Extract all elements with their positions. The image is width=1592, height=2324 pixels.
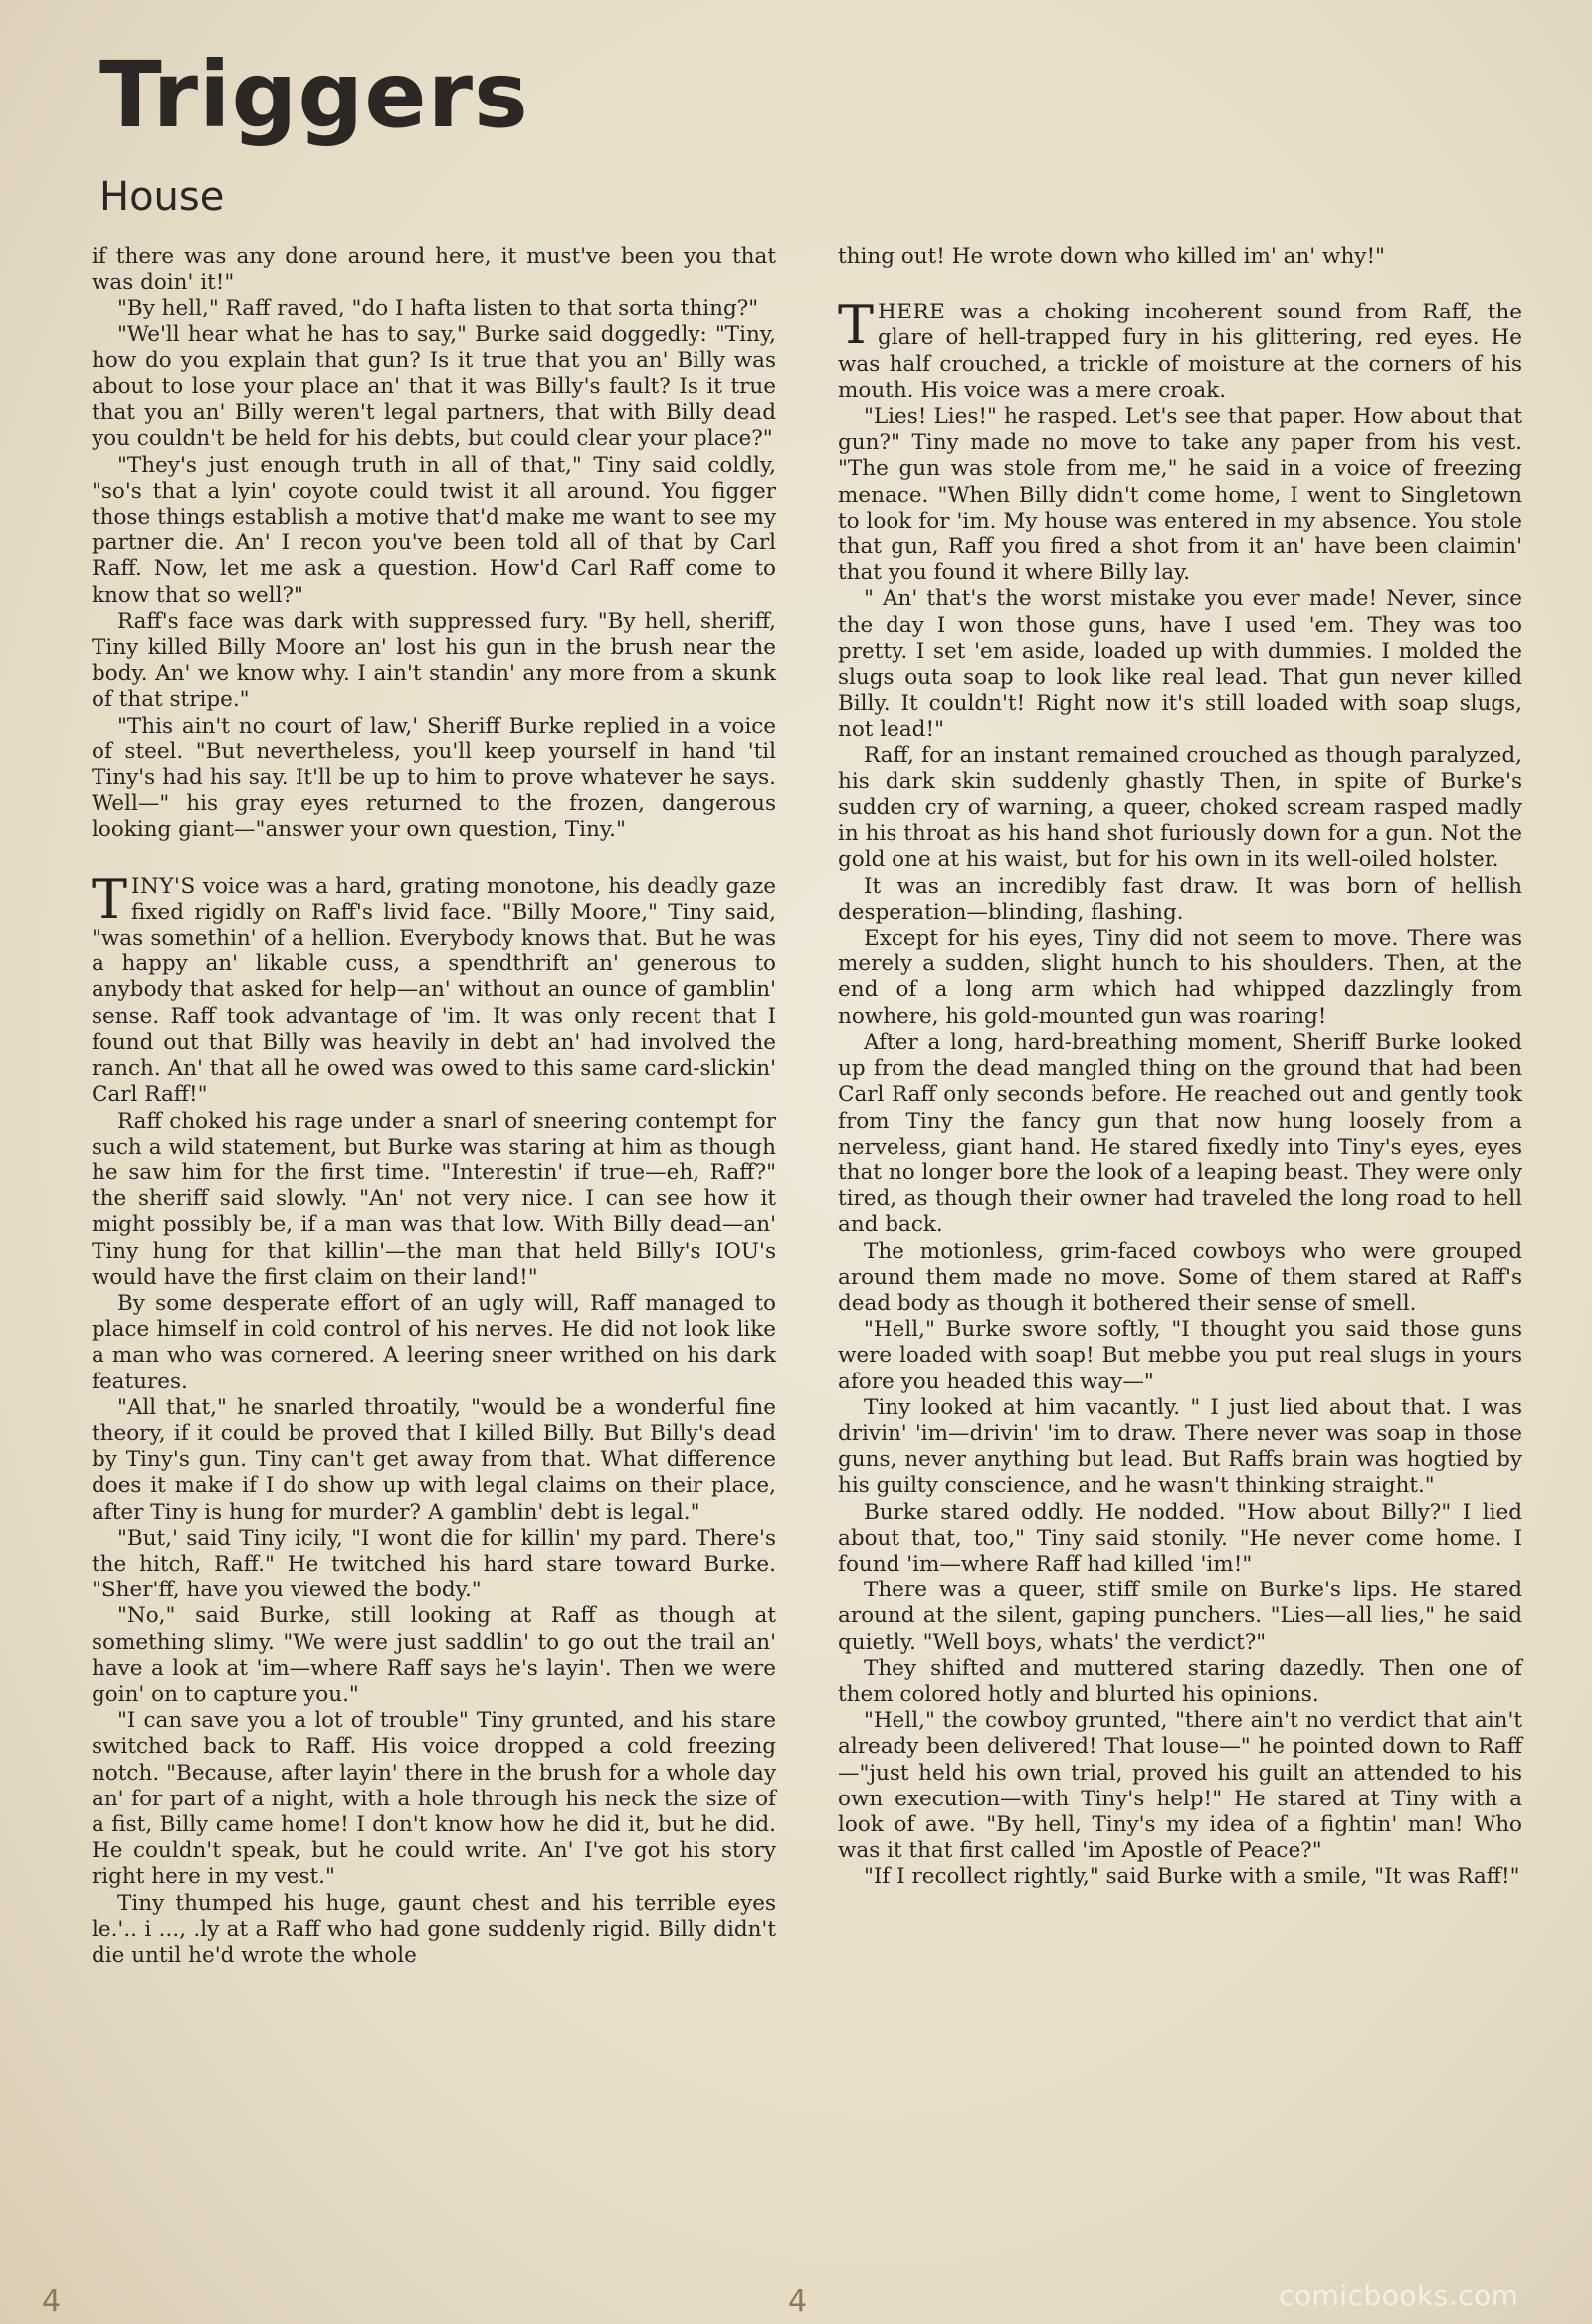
paragraph: "We'll hear what he has to say," Burke said doggedly: "Tiny, how do you explain that gun? Is it true that you an' Billy was about to lose your place an' that it was Billy's fault? Is it true that you an' Billy weren't legal partners, that with Billy dead you couldn't be held for his debts, but could clear your place?" [92, 321, 776, 452]
paragraph: Burke stared oddly. He nodded. "How about Billy?" I lied about that, too," Tiny said stonily. "He never come home. I found 'im—where Raff had killed 'im!" [838, 1499, 1522, 1577]
paragraph-text: was a choking incoherent sound from Raff, the glare of hell-trapped fury in his glittering, red eyes. He was half crouched, a trickle of moisture at the corners of his mouth. His voice was a mere croak. [838, 300, 1522, 403]
paragraph: Tiny thumped his huge, gaunt chest and his terrible eyes le.'.. i ..., .ly at a Raff who had gone suddenly rigid. Billy didn't die until he'd wrote the whole [92, 1890, 776, 1968]
paragraph: "Lies! Lies!" he rasped. Let's see that paper. How about that gun?" Tiny made no move to take any paper from his vest. "The gun was stole from me," he said in a voice of freezing menace. "When Billy didn't come home, I went to Singletown to look for 'im. My house was entered in my absence. You stole that gun, Raff you fired a shot from it an' have been claimin' that you found it where Billy lay. [838, 404, 1522, 586]
paragraph: "If I recollect rightly," said Burke with a smile, "It was Raff!" [864, 1864, 1520, 1890]
paragraph [838, 294, 1522, 404]
paragraph [92, 867, 776, 1109]
paragraph: "No," said Burke, still looking at Raff as though at something slimy. "We were just saddlin' to go out the trail an' have a look at 'im—where Raff says he's layin'. Then we were goin' on to capture you." [92, 1603, 776, 1707]
paragraph: After a long, hard-breathing moment, Sheriff Burke looked up from the dead mangled thing on the ground that had been Carl Raff only seconds before. He reached out and gently took from Tiny the fancy gun that now hung loosely from a nerveless, giant hand. He stared fixedly into Tiny's eyes, eyes that no longer bore the look of a leaping beast. They were only tired, as though their owner had traveled the long road to hell and back. [838, 1029, 1522, 1238]
story-subtitle: House [100, 174, 225, 220]
paragraph: thing out! He wrote down who killed im' an' why!" [838, 244, 1385, 269]
site-watermark: comicbooks.com [1279, 2279, 1519, 2312]
paragraph: Tiny looked at him vacantly. " I just lied about that. I was drivin' 'im—drivin' 'im to draw. There never was soap in those guns, never anything but lead. But Raffs brain was hogtied by his guilty conscience, and he wasn't thinking straight." [838, 1394, 1522, 1499]
paragraph: "Hell," Burke swore softly, "I thought you said those guns were loaded with soap! But mebbe you put real slugs in yours afore you headed this way—" [838, 1317, 1522, 1394]
paragraph: "By hell," Raff raved, "do I hafta listen to that sorta thing?" [117, 296, 759, 321]
paragraph: It was an incredibly fast draw. It was born of hellish desperation—blinding, flashing. [838, 873, 1522, 925]
paragraph: "This ain't no court of law,' Sheriff Burke replied in a voice of steel. "But nevertheless, you'll keep yourself in hand 'til Tiny's had his say. It'll be up to him to prove whatever he says. Well—" his gray eyes returned to the frozen, dangerous looking giant—"answer your own question, Tiny." [92, 713, 776, 843]
drop-cap: T [92, 867, 128, 931]
left-text-column [92, 244, 776, 1969]
paragraph: They shifted and muttered staring dazedly. Then one of them colored hotly and blurted his opinions. [838, 1655, 1522, 1707]
drop-cap: T [838, 294, 875, 357]
paragraph: "Hell," the cowboy grunted, "there ain't no verdict that ain't already been delivered! That louse—" he pointed down to Raff—"just held his own trial, proved his guilt an attended to his own execution—with Tiny's help!" He stared at Tiny with a look of awe. "By hell, Tiny's my idea of a fightin' man! Who was it that first called 'im Apostle of Peace?" [838, 1708, 1522, 1864]
paragraph: By some desperate effort of an ugly will, Raff managed to place himself in cold control of his nerves. He did not look like a man who was cornered. A leering sneer writhed on his dark features. [92, 1290, 776, 1394]
paragraph: Raff, for an instant remained crouched as though paralyzed, his dark skin suddenly ghastly Then, in spite of Burke's sudden cry of warning, a queer, choked scream rasped madly in his throat as his hand shot furiously down for a gun. Not the gold one at his waist, but for his own in its well-oiled holster. [838, 742, 1522, 873]
paragraph: if there was any done around here, it must've been you that was doin' it!" [92, 244, 776, 296]
paragraph: There was a queer, stiff smile on Burke's lips. He stared around at the silent, gaping punchers. "Lies—all lies," he said quietly. "Well boys, whats' the verdict?" [838, 1578, 1522, 1655]
paragraph: "They's just enough truth in all of that," Tiny said coldly, "so's that a lyin' coyote could twist it all around. You figger those things establish a motive that'd make me want to see my partner die. An' I recon you've been told all of that by Carl Raff. Now, let me ask a question. How'd Carl Raff come to know that so well?" [92, 452, 776, 608]
page-mark-left: 4 [42, 2284, 62, 2319]
paragraph: " An' that's the worst mistake you ever made! Never, since the day I won those guns, have I used 'em. They was too pretty. I set 'em aside, loaded up with dummies. I molded the slugs outa soap to look like real lead. That gun never killed Billy. It couldn't! Right now it's still loaded with soap slugs, not lead!" [838, 586, 1522, 742]
story-title: Triggers [100, 42, 529, 148]
paragraph: "But,' said Tiny icily, "I wont die for killin' my pard. There's the hitch, Raff." He twitched his hard stare toward Burke. "Sher'ff, have you viewed the body." [92, 1525, 776, 1603]
paragraph: "All that," he snarled throatily, "would be a wonderful fine theory, if it could be proved that I killed Billy. But Billy's dead by Tiny's gun. Tiny can't get away from that. What difference does it make if I do show up with legal claims on their place, after Tiny is hung for murder? A gamblin' debt is legal." [92, 1394, 776, 1525]
right-text-column [838, 244, 1522, 1891]
paragraph: Raff choked his rage under a snarl of sneering contempt for such a wild statement, but Burke was staring at him as though he saw him for the first time. "Interestin' if true—eh, Raff?" the sheriff said slowly. "An' not very nice. I can see how it might possibly be, if a man was that low. With Billy dead—an' Tiny hung for that killin'—the man that held Billy's IOU's would have the first claim on their land!" [92, 1108, 776, 1290]
paragraph: Except for his eyes, Tiny did not seem to move. There was merely a sudden, slight hunch to his shoulders. Then, at the end of a long arm which had whipped dazzlingly from nowhere, his gold-mounted gun was roaring! [838, 926, 1522, 1029]
page-mark-right: 4 [788, 2284, 808, 2319]
lead-in-caps: INY'S [131, 873, 196, 899]
paragraph-text: voice was a hard, grating monotone, his deadly gaze fixed rigidly on Raff's livid face. "Billy Moore," Tiny said, "was somethin' of a hellion. Everybody knows that. But he was a happy an' likable cuss, a spendthrift an' generous to anybody that asked for help—an' without an ounce of gamblin' sense. Raff took advantage of 'im. It was only recent that I found out that Billy was heavily in debt an' had involved the ranch. An' that all he owed was owed to this same card-slickin' Carl Raff!" [92, 873, 776, 1108]
paragraph: Raff's face was dark with suppressed fury. "By hell, sheriff, Tiny killed Billy Moore an' lost his gun in the brush near the body. An' we know why. I ain't standin' any more from a skunk of that stripe." [92, 608, 776, 713]
paragraph: "I can save you a lot of trouble" Tiny grunted, and his stare switched back to Raff. His voice dropped a cold freezing notch. "Because, after layin' there in the brush for a whole day an' for part of a night, with a hole through his neck the size of a fist, Billy came home! I don't know how he did it, but he did. He couldn't speak, but he could write. An' I've got his story right here in my vest." [92, 1708, 776, 1890]
lead-in-caps: HERE [878, 300, 946, 325]
paragraph: The motionless, grim-faced cowboys who were grouped around them made no move. Some of them stared at Raff's dead body as though it bothered their sense of smell. [838, 1238, 1522, 1316]
